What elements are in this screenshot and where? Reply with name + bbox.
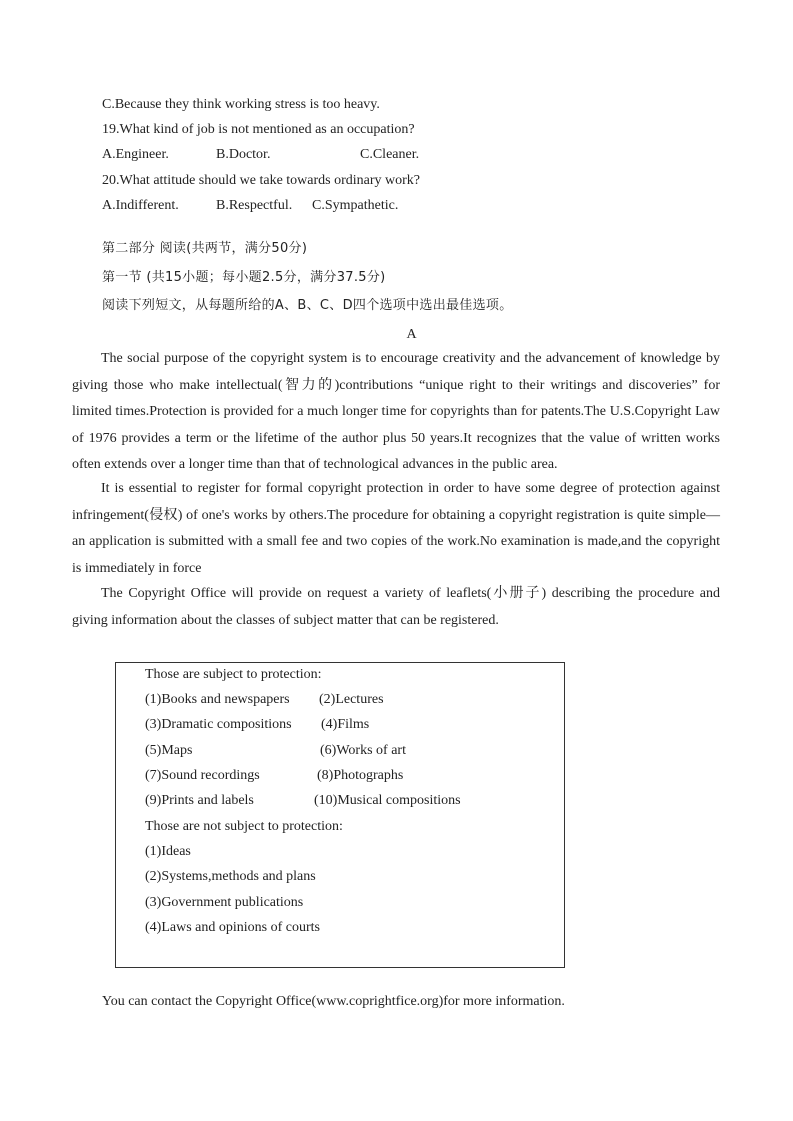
passage-label: A <box>406 327 417 342</box>
q18-option-c: C.Because they think working stress is too heavy. <box>102 97 380 112</box>
closing-note: You can contact the Copyright Office(www.coprightfice.org)for more information. <box>102 994 565 1009</box>
protected-item: (10)Musical compositions <box>314 793 461 808</box>
unprotected-heading: Those are not subject to protection: <box>145 819 343 834</box>
unprotected-item: (3)Government publications <box>145 895 304 910</box>
q20-option-c: C.Sympathetic. <box>312 198 399 213</box>
protected-item: (9)Prints and labels <box>145 793 254 808</box>
protected-item: (1)Books and newspapers <box>145 692 290 707</box>
q19-option-c: C.Cleaner. <box>360 147 420 162</box>
protected-item: (6)Works of art <box>320 743 406 758</box>
protected-item: (8)Photographs <box>317 768 404 783</box>
paragraph-3: The Copyright Office will provide on request a variety of leaflets(小册子) describing the procedure and giving information about the classes of subject matter that can be registered. <box>72 586 720 628</box>
protection-table-box <box>115 662 565 968</box>
instruction: 阅读下列短文，从每题所给的A、B、C、D四个选项中选出最佳选项。 <box>102 298 513 313</box>
protected-row <box>145 767 404 785</box>
q19-question: 19.What kind of job is not mentioned as an occupation? <box>102 122 415 137</box>
protected-item: (7)Sound recordings <box>145 768 260 783</box>
protected-row <box>145 742 406 760</box>
protected-row <box>145 716 370 734</box>
sub-title: 第一节 (共15小题；每小题2.5分，满分37.5分) <box>102 270 386 285</box>
protected-item: (2)Lectures <box>319 692 384 707</box>
protected-item: (4)Films <box>321 717 370 732</box>
protected-item: (5)Maps <box>145 743 193 758</box>
q19-option-a: A.Engineer. <box>102 147 169 162</box>
q20-question: 20.What attitude should we take towards ordinary work? <box>102 173 421 188</box>
unprotected-item: (4)Laws and opinions of courts <box>145 920 320 935</box>
unprotected-item: (1)Ideas <box>145 844 191 859</box>
protected-row <box>145 792 461 810</box>
part-title: 第二部分 阅读(共两节，满分50分) <box>102 241 308 256</box>
unprotected-item: (2)Systems,methods and plans <box>145 869 316 884</box>
paragraph-2: It is essential to register for formal copyright protection in order to have some degree of protection against infringement(侵权) of one's works by others.The procedure for obtaining a copyright registration is quite simple—an application is submitted with a small fee and two copies of the work.No examination is made,and the copyright is immediately in force <box>72 481 720 576</box>
protected-item: (3)Dramatic compositions <box>145 717 292 732</box>
q20-option-a: A.Indifferent. <box>102 198 179 213</box>
protected-row <box>145 691 384 709</box>
protected-heading: Those are subject to protection: <box>145 667 322 682</box>
paragraph-1: The social purpose of the copyright system is to encourage creativity and the advancement of knowledge by giving those who make intellectual(智力的)contributions “unique right to their writings and discoveries” for limited times.Protection is provided for a much longer time for copyrights than for patents.The U.S.Copyright Law of 1976 provides a term or the lifetime of the author plus 50 years.It recognizes that the value of written works often extends over a longer time than that of technological advances in the public area. <box>72 351 720 472</box>
q20-option-b: B.Respectful. <box>216 198 293 213</box>
q19-option-b: B.Doctor. <box>216 147 271 162</box>
